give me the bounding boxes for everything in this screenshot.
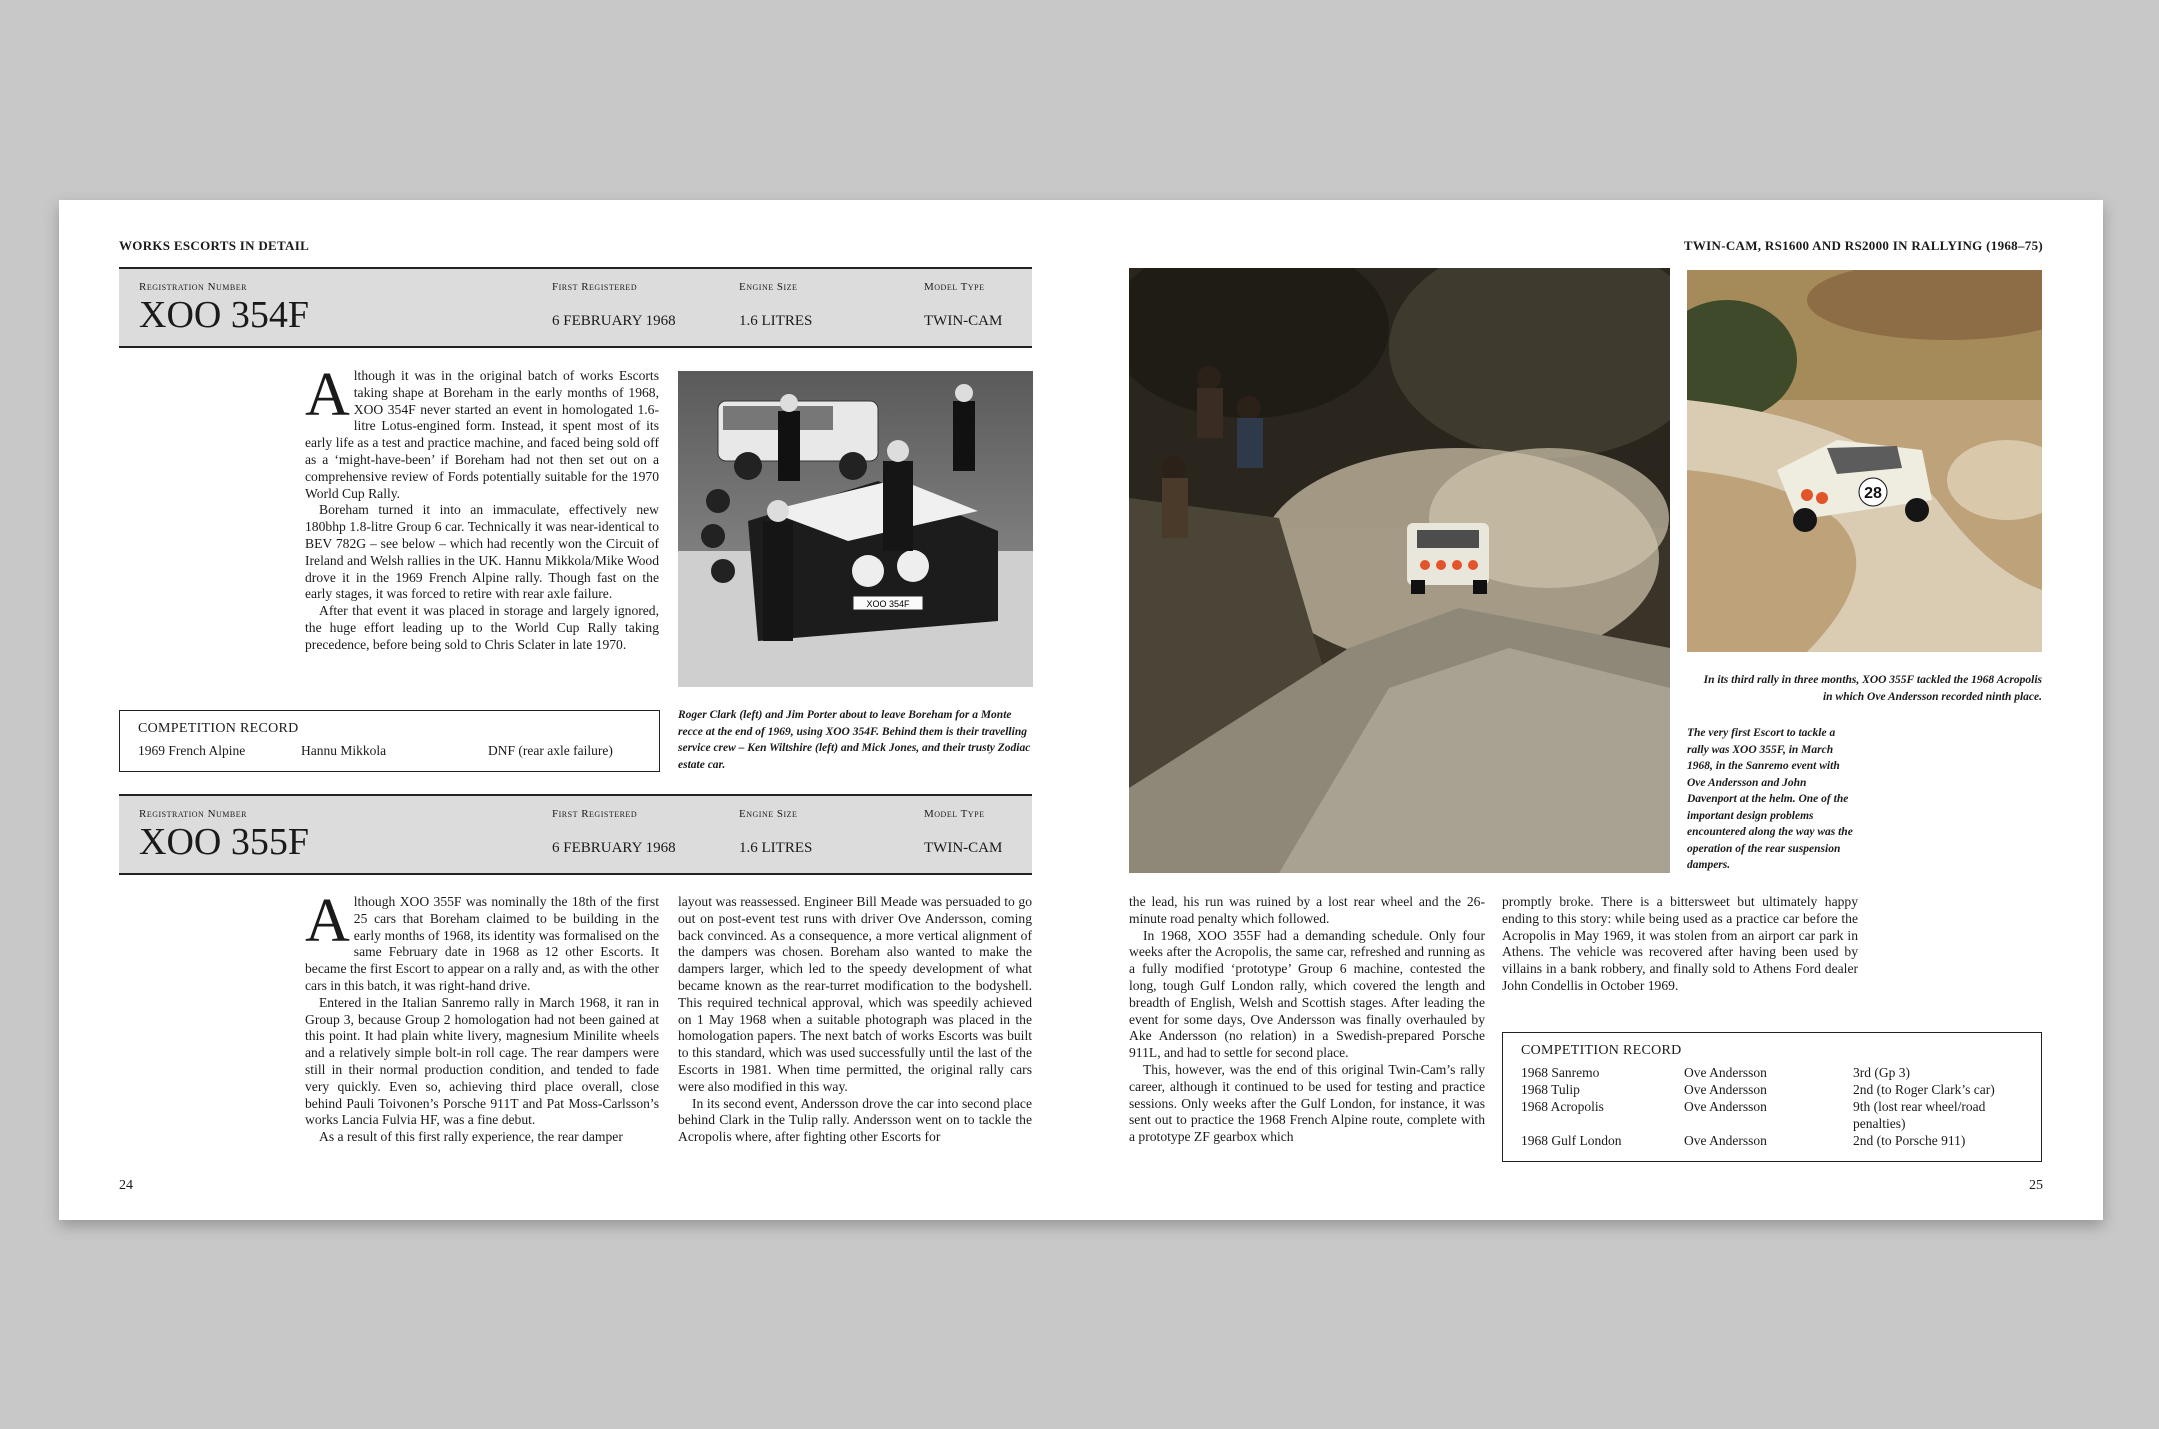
spec-value: 1.6 LITRES [739, 313, 813, 329]
comp-result: 2nd (to Porsche 911) [1853, 1133, 1966, 1148]
spec-first-registered [552, 281, 676, 330]
caption-boreham-crew: Roger Clark (left) and Jim Porter about to leave Boreham for a Monte recce at the end of 1969, using XOO 354F. Behind them is their travelling service crew – Ken Wiltshire (left) and Mick Jones, and their trusty Zodiac estate car. [678, 709, 1031, 771]
spec-label: Engine Size [739, 281, 798, 293]
registration-number: XOO 354F [139, 294, 309, 336]
spec-value: TWIN-CAM [924, 313, 1003, 329]
paragraph: In 1968, XOO 355F had a demanding schedule. Only four weeks after the Acropolis, the same car, refreshed and running as a fully modified ‘prototype’ Group 6 machine, contested the long, tough Gulf London rally, which covered the length and breadth of English, Welsh and Scottish stages. After leading the event for some days, Ove Andersson was finally overhauled by Ake Andersson (no relation) in a Swedish-prepared Porsche 911L, and had to settle for second place. [1129, 927, 1485, 1061]
photo-boreham-crew-image [678, 371, 1033, 687]
paragraph: layout was reassessed. Engineer Bill Meade was persuaded to go out on post-event test runs with driver Ove Andersson, coming back convinced. As a consequence, a more vertical alignment of the dampers was chosen. Boreham also wanted to make the dampers larger, which led to the speedy development of what became known as the rear-turret modification to the bodyshell. This required technical approval, which was speedily achieved on 1 May 1968 when a suitable photograph was placed in the homologation papers. The next batch of works Escorts was built to this standard, which was used successfully until the last of the Escorts in 1981. When time permitted, the original rally cars were also modified in this way. [678, 894, 1032, 1094]
running-head-right: TWIN-CAM, RS1600 AND RS2000 IN RALLYING (1968–75) [1683, 238, 2043, 253]
car2-body-column-3 [1129, 894, 1485, 1146]
comp-driver: Ove Andersson [1684, 1082, 1767, 1097]
paragraph: Entered in the Italian Sanremo rally in March 1968, it ran in Group 3, because Group 2 homologation had not been gained at this point. It had plain white livery, magnesium Minilite wheels and a relatively simple bolt-in roll cage. The rear dampers were still in their normal production condition, and tended to fade very quickly. Even so, achieving third place overall, close behind Pauli Toivonen’s Porsche 911T and Pat Moss-Carlsson’s works Lancia Fulvia HF, was a fine debut. [305, 994, 659, 1128]
spec-label: Registration Number [139, 281, 247, 293]
spec-first-registered [552, 808, 676, 857]
comp-driver: Ove Andersson [1684, 1133, 1767, 1148]
drop-cap: A [305, 887, 350, 955]
comp-event: 1968 Acropolis [1521, 1099, 1604, 1114]
competition-record-title: COMPETITION RECORD [1521, 1043, 1682, 1058]
paragraph: the lead, his run was ruined by a lost rear wheel and the 26-minute road penalty which followed. [1129, 894, 1485, 926]
spec-registration [139, 808, 309, 862]
book-spread [59, 200, 2103, 1220]
paragraph: In its second event, Andersson drove the car into second place behind Clark in the Tulip rally. Andersson went on to tackle the Acropolis where, after fighting other Escorts for [678, 1095, 1032, 1145]
spec-label: Model Type [924, 808, 985, 820]
spec-model-type [924, 281, 1002, 330]
running-head-left: WORKS ESCORTS IN DETAIL [119, 238, 310, 253]
spec-model-type [924, 808, 1002, 857]
photo-acropolis-rally [1687, 270, 2042, 652]
comp-result: DNF (rear axle failure) [488, 743, 613, 758]
car2-body-column-2 [678, 894, 1032, 1146]
comp-result: 3rd (Gp 3) [1853, 1065, 1910, 1080]
spec-engine-size [739, 281, 812, 330]
spec-registration [139, 281, 309, 335]
spec-value: 6 FEBRUARY 1968 [552, 313, 676, 329]
spec-label: Registration Number [139, 808, 247, 820]
comp-event: 1969 French Alpine [138, 743, 246, 758]
car2-body-column-1 [305, 887, 659, 1146]
spec-label: Engine Size [739, 808, 798, 820]
paragraph: lthough XOO 355F was nominally the 18th of the first 25 cars that Boreham claimed to be building in the early months of 1968, its identity was formalised on the same February date in 1968 as 12 other Escorts. It became the first Escort to appear on a rally and, as with the other cars in this batch, it was right-hand drive. [305, 894, 659, 993]
photo-boreham-crew [678, 371, 1033, 687]
competition-record-title: COMPETITION RECORD [138, 721, 299, 736]
competition-record-xoo354f [119, 710, 660, 772]
photo-car-number: 28 [1864, 485, 1882, 502]
comp-driver: Ove Andersson [1684, 1065, 1767, 1080]
photo-sanremo-image [1129, 268, 1670, 873]
drop-cap: A [305, 361, 350, 429]
spec-header-xoo355f [119, 794, 1032, 875]
paragraph: lthough it was in the original batch of works Escorts taking shape at Boreham in the early months of 1968, XOO 354F never started an event in homologated 1.6-litre Lotus-engined form. Instead, it spent most of its early life as a test and practice machine, and faced being sold off as a ‘might-have-been’ if Boreham had not then set out on a comprehensive review of Fords potentially suitable for the 1970 World Cup Rally. [305, 368, 659, 501]
comp-event: 1968 Sanremo [1521, 1065, 1600, 1080]
paragraph: As a result of this first rally experience, the rear damper [319, 1129, 623, 1145]
page-number-left: 24 [119, 1178, 133, 1193]
comp-driver: Ove Andersson [1684, 1099, 1767, 1114]
spec-label: First Registered [552, 808, 638, 820]
spec-engine-size [739, 808, 812, 857]
comp-event: 1968 Tulip [1521, 1082, 1580, 1097]
comp-result: 2nd (to Roger Clark’s car) [1853, 1082, 1995, 1097]
comp-driver: Hannu Mikkola [301, 743, 387, 758]
spec-value: 6 FEBRUARY 1968 [552, 840, 676, 856]
page-number-right: 25 [2029, 1178, 2043, 1193]
spec-value: 1.6 LITRES [739, 840, 813, 856]
photo-plate-text: XOO 354F [866, 599, 910, 609]
paragraph: Boreham turned it into an immaculate, effectively new 180bhp 1.8-litre Group 6 car. Technically it was near-identical to BEV 782G – see below – which had recently won the Circuit of Ireland and Welsh rallies in the UK. Hannu Mikkola/Mike Wood drove it in the 1969 French Alpine rally. Though fast on the early stages, it was forced to retire with rear axle failure. [305, 502, 659, 602]
paragraph: promptly broke. There is a bittersweet but ultimately happy ending to this story: while being used as a practice car before the Acropolis in May 1969, it was stolen from an airport car park in Athens. The vehicle was recovered after having been used by villains in a bank robbery, and finally sold to Athens Ford dealer John Condellis in October 1969. [1502, 894, 1858, 993]
comp-event: 1968 Gulf London [1521, 1133, 1622, 1148]
spec-label: First Registered [552, 281, 638, 293]
photo-sanremo-rally [1129, 268, 1670, 873]
comp-result: 9th (lost rear wheel/road penalties) [1853, 1099, 1986, 1131]
caption-acropolis: In its third rally in three months, XOO 355F tackled the 1968 Acropolis in which Ove Andersson recorded ninth place. [1703, 674, 2042, 703]
spec-value: TWIN-CAM [924, 840, 1003, 856]
paragraph: This, however, was the end of this original Twin-Cam’s rally career, although it continued to be used for testing and practice sessions. Only weeks after the Gulf London, for instance, it was sent out to practice the 1968 French Alpine route, complete with a prototype ZF gearbox which [1129, 1061, 1485, 1145]
car2-body-column-4 [1502, 894, 1858, 995]
caption-sanremo: The very first Escort to tackle a rally was XOO 355F, in March 1968, in the Sanremo event with Ove Andersson and John Davenport at the helm. One of the important design problems encountered along the way was the operation of the rear suspension dampers. [1687, 727, 1853, 871]
photo-acropolis-image [1687, 270, 2042, 652]
paragraph: After that event it was placed in storage and largely ignored, the huge effort leading up to the World Cup Rally taking precedence, before being sold to Chris Sclater in late 1970. [305, 603, 659, 652]
car1-body-text [305, 361, 659, 654]
competition-record-xoo355f [1502, 1032, 2042, 1162]
spec-header-xoo354f [119, 267, 1032, 348]
registration-number: XOO 355F [139, 821, 309, 863]
spec-label: Model Type [924, 281, 985, 293]
